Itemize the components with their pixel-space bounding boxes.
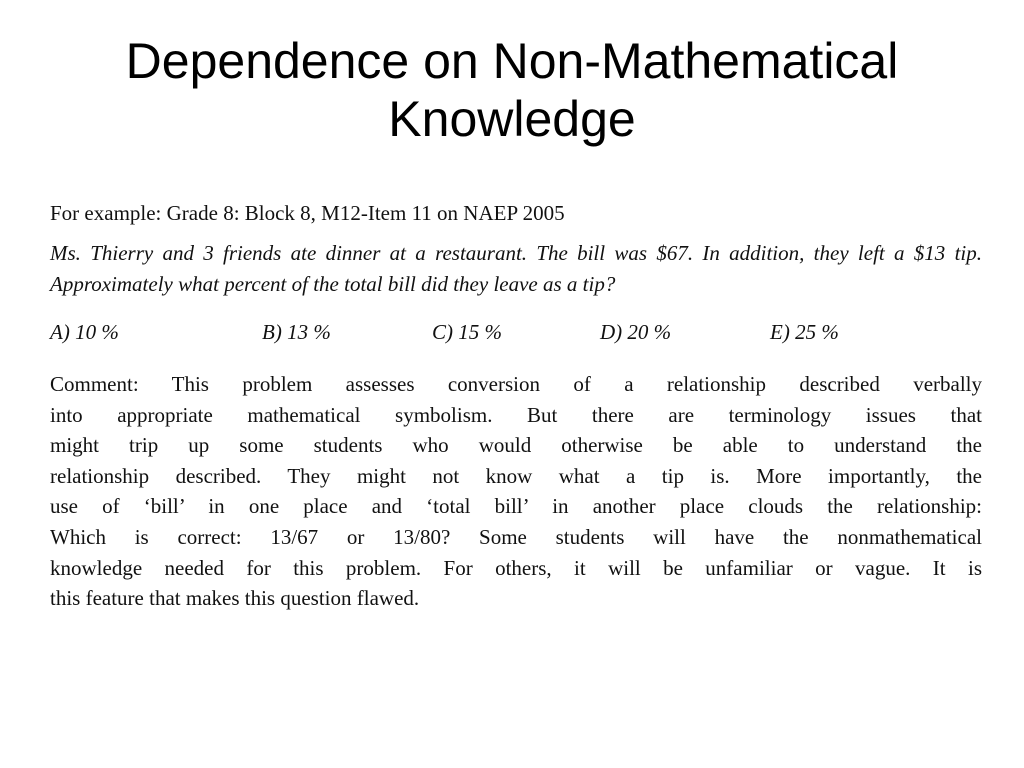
comment-line-8: this feature that makes this question flawed.	[50, 586, 420, 611]
comment-line-1: Comment: This problem assesses conversion of a relationship described verbally	[50, 372, 982, 396]
slide-title-line-2: Knowledge	[388, 91, 636, 147]
comment-line-2: into appropriate mathematical symbolism. But there are terminology issues that	[50, 402, 982, 427]
comment-paragraph	[50, 369, 982, 614]
choice-d: D) 20 %	[600, 320, 672, 344]
comment-line-3: might trip up some students who would otherwise be able to understand the	[50, 433, 982, 458]
choice-c: C) 15 %	[432, 320, 502, 344]
answer-choices	[50, 317, 982, 347]
choice-b: B) 13 %	[262, 320, 331, 344]
choice-e: E) 25 %	[770, 320, 839, 344]
choice-a: A) 10 %	[50, 320, 119, 344]
comment-line-4: relationship described. They might not know what a tip is. More importantly, the	[50, 463, 982, 488]
comment-line-7: knowledge needed for this problem. For others, it will be unfamiliar or vague. It is	[50, 555, 982, 580]
slide-title-line-1: Dependence on Non-Mathematical	[125, 33, 899, 89]
slide-title	[40, 32, 984, 148]
comment-line-5: use of ‘bill’ in one place and ‘total bill’ in another place clouds the relationship:	[50, 494, 982, 519]
question-text: Ms. Thierry and 3 friends ate dinner at a restaurant. The bill was $67. In addition, they left a $13 tip. Approximately what percent of the total bill did they leave as a tip?	[50, 241, 982, 296]
example-intro: For example: Grade 8: Block 8, M12-Item 11 on NAEP 2005	[50, 201, 565, 225]
comment-line-6: Which is correct: 13/67 or 13/80? Some students will have the nonmathematical	[50, 524, 982, 549]
slide-body	[50, 198, 982, 614]
